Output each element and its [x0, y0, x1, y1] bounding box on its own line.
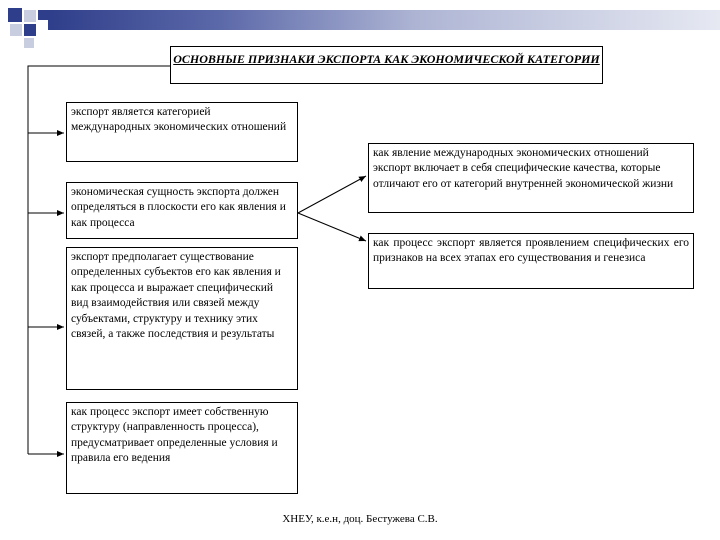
- diagram-title: ОСНОВНЫЕ ПРИЗНАКИ ЭКСПОРТА КАК ЭКОНОМИЧЕСКОЙ КАТЕГОРИИ: [170, 46, 603, 84]
- arrow-to-right-box-2: [298, 213, 366, 241]
- right-box-2: как процесс экспорт является проявлением специфических его признаков на всех этапах его существования и генезиса: [368, 233, 694, 289]
- arrow-to-right-box-1: [298, 176, 366, 213]
- left-box-1: экспорт является категорией международных экономических отношений: [66, 102, 298, 162]
- left-box-2: экономическая сущность экспорта должен определяться в плоскости его как явления и как процесса: [66, 182, 298, 239]
- left-box-4: как процесс экспорт имеет собственную структуру (направленность процесса), предусматривает определенные условия и правила его ведения: [66, 402, 298, 494]
- right-box-1: как явление международных экономических отношений экспорт включает в себя специфические качества, которые отличают его от категорий внутренней экономической жизни: [368, 143, 694, 213]
- left-box-3: экспорт предполагает существование определенных субъектов его как явления и как процесса и выражает специфический вид взаимодействия или связей между субъектами, структуру и технику этих связей, а также последствия и результаты: [66, 247, 298, 390]
- footer-author: ХНЕУ, к.е.н, доц. Бестужева С.В.: [282, 513, 438, 525]
